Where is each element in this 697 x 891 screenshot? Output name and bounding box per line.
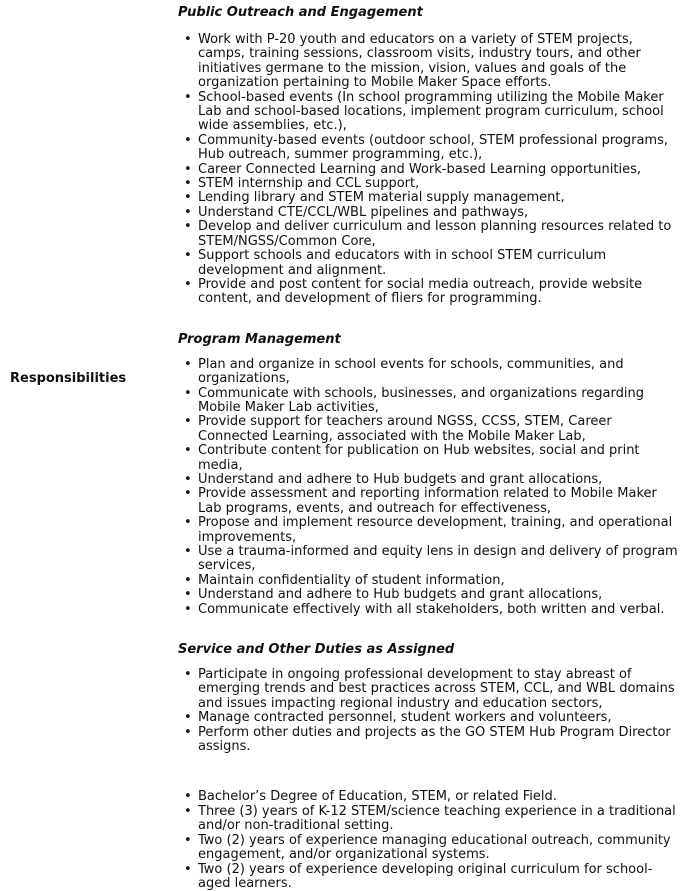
list-item: • Communicate with schools, businesses, and organizations regarding Mobile Maker Lab activities, — [178, 387, 683, 416]
qualifications-list — [178, 790, 683, 891]
list-item: • Propose and implement resource development, training, and operational improvements, — [178, 516, 683, 545]
list-item: • Manage contracted personnel, student workers and volunteers, — [178, 711, 683, 725]
list-item: • Use a trauma-informed and equity lens in design and delivery of program services, — [178, 545, 683, 574]
list-item: • Bachelor’s Degree of Education, STEM, or related Field. — [178, 790, 683, 804]
list-item: • Understand CTE/CCL/WBL pipelines and pathways, — [178, 206, 683, 220]
responsibilities-content — [178, 0, 683, 891]
list-item: • Communicate effectively with all stakeholders, both written and verbal. — [178, 603, 683, 617]
list-item: • STEM internship and CCL support, — [178, 177, 683, 191]
list-item: • Provide assessment and reporting information related to Mobile Maker Lab programs, events, and outreach for effectiveness, — [178, 487, 683, 516]
section-title-program-management: Program Management — [178, 331, 683, 349]
list-item: • Support schools and educators with in school STEM curriculum development and alignment. — [178, 249, 683, 278]
public-outreach-list — [178, 33, 683, 307]
list-item: • Three (3) years of K-12 STEM/science teaching experience in a traditional and/or non-traditional setting. — [178, 805, 683, 834]
list-item: • Understand and adhere to Hub budgets and grant allocations, — [178, 473, 683, 487]
list-item: • Lending library and STEM material supply management, — [178, 191, 683, 205]
list-item: • Work with P-20 youth and educators on a variety of STEM projects, camps, training sessions, classroom visits, industry tours, and other initiatives germane to the mission, vision, values and goals of the organization pertaining to Mobile Maker Space efforts. — [178, 33, 683, 91]
list-item: • School-based events (In school programming utilizing the Mobile Maker Lab and school-based locations, implement program curriculum, school wide assemblies, etc.), — [178, 91, 683, 134]
list-item: • Provide and post content for social media outreach, provide website content, and development of fliers for programming. — [178, 278, 683, 307]
list-item: • Two (2) years of experience developing original curriculum for school-aged learners. — [178, 863, 683, 891]
list-item: • Community-based events (outdoor school, STEM professional programs, Hub outreach, summer programming, etc.), — [178, 134, 683, 163]
list-item: • Maintain confidentiality of student information, — [178, 574, 683, 588]
service-duties-list — [178, 668, 683, 754]
responsibilities-label: Responsibilities — [10, 371, 126, 386]
program-management-list — [178, 358, 683, 617]
list-item: • Contribute content for publication on Hub websites, social and print media, — [178, 444, 683, 473]
list-item: • Participate in ongoing professional development to stay abreast of emerging trends and best practices across STEM, CCL, and WBL domains and issues impacting regional industry and education sectors, — [178, 668, 683, 711]
list-item: • Career Connected Learning and Work-based Learning opportunities, — [178, 163, 683, 177]
section-title-public-outreach: Public Outreach and Engagement — [178, 4, 683, 22]
list-item: • Provide support for teachers around NGSS, CCSS, STEM, Career Connected Learning, associated with the Mobile Maker Lab, — [178, 415, 683, 444]
list-item: • Plan and organize in school events for schools, communities, and organizations, — [178, 358, 683, 387]
list-item: • Understand and adhere to Hub budgets and grant allocations, — [178, 588, 683, 602]
list-item: • Two (2) years of experience managing educational outreach, community engagement, and/or organizational systems. — [178, 834, 683, 863]
list-item: • Perform other duties and projects as the GO STEM Hub Program Director assigns. — [178, 726, 683, 755]
section-title-service-duties: Service and Other Duties as Assigned — [178, 641, 683, 659]
list-item: • Develop and deliver curriculum and lesson planning resources related to STEM/NGSS/Common Core, — [178, 220, 683, 249]
